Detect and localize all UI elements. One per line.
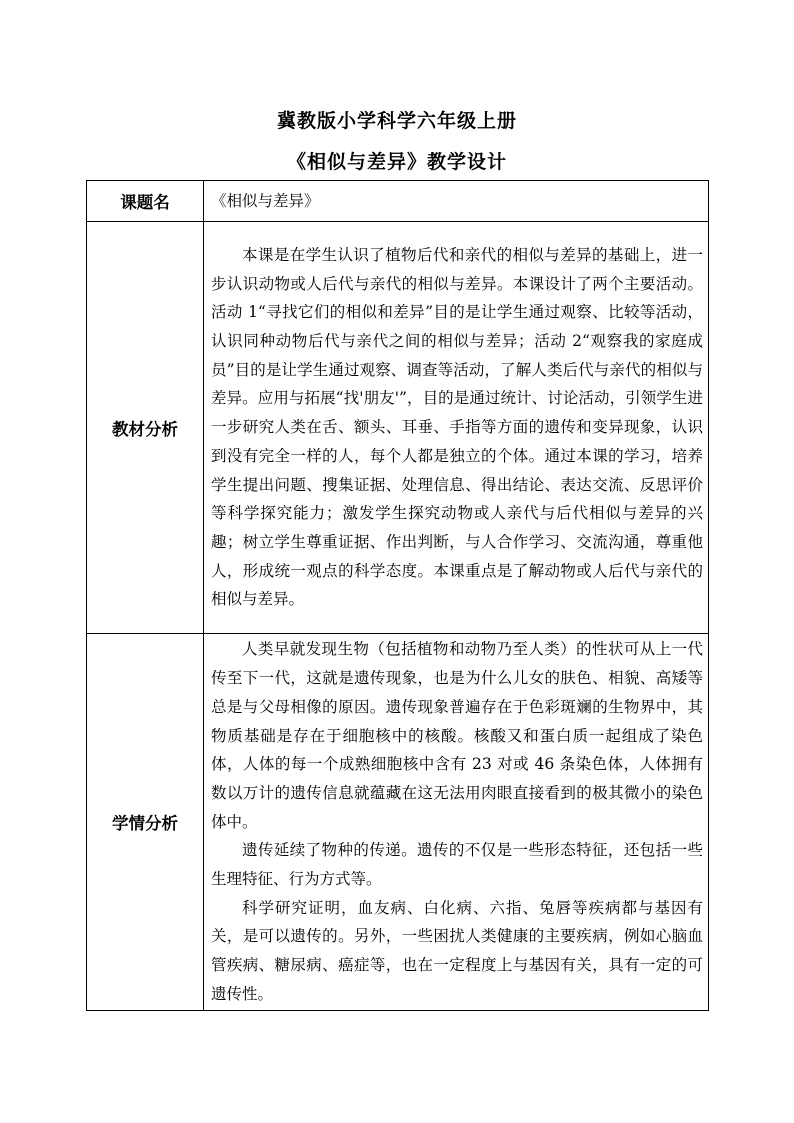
row-content-textbook-analysis	[204, 222, 709, 634]
textbook-analysis-paragraph: 本课是在学生认识了植物后代和亲代的相似与差异的基础上，进一步认识动物或人后代与亲代的相似与差异。本课设计了两个主要活动。活动 1“寻找它们的相似和差异”目的是让学生通过观察、比较等活动，认识同种动物后代与亲代之间的相似与差异；活动 2“观察我的家庭成员”目的是让学生通过观察、调查等活动，了解人类后代与亲代的相似与差异。应用与拓展“找'朋友'”，目的是通过统计、讨论活动，引领学生进一步研究人类在舌、额头、耳垂、手指等方面的遗传和变异现象，认识到没有完全一样的人，每个人都是独立的个体。通过本课的学习，培养学生提出问题、搜集证据、处理信息、得出结论、表达交流、反思评价等科学探究能力；激发学生探究动物或人亲代与后代相似与差异的兴趣；树立学生尊重证据、作出判断，与人合作学习、交流沟通，尊重他人，形成统一观点的科学态度。本课重点是了解动物或人后代与亲代的相似与差异。	[211, 245, 703, 609]
row-content-topic	[204, 181, 709, 222]
document-title: 冀教版小学科学六年级上册	[276, 110, 517, 132]
student-analysis-paragraph-2: 遗传延续了物种的传递。遗传的不仅是一些形态特征，还包括一些生理特征、行为方式等。	[211, 841, 703, 889]
student-analysis-paragraph-3: 科学研究证明，血友病、白化病、六指、兔唇等疾病都与基因有关，是可以遗传的。另外，一些困扰人类健康的主要疾病，例如心脑血管疾病、糖尿病、癌症等，也在一定程度上与基因有关，具有一定的可遗传性。	[211, 898, 703, 1003]
row-label-student-analysis: 学情分析	[87, 634, 204, 1011]
table-row-topic	[87, 181, 709, 222]
topic-name-text: 《相似与差异》	[211, 191, 320, 210]
lesson-design-table	[86, 180, 709, 1011]
table-row-student-analysis	[87, 634, 709, 1011]
student-analysis-paragraph-1: 人类早就发现生物（包括植物和动物乃至人类）的性状可从上一代传至下一代，这就是遗传现象，也是为什么儿女的肤色、相貌、高矮等总是与父母相像的原因。遗传现象普遍存在于色彩斑斓的生物界中，其物质基础是存在于细胞核中的核酸。核酸又和蛋白质一起组成了染色体，人体的每一个成熟细胞核中含有 23 对或 46 条染色体，人体拥有数以万计的遗传信息就蕴藏在这无法用肉眼直接看到的极其微小的染色体中。	[211, 640, 703, 831]
row-content-student-analysis	[204, 634, 709, 1011]
row-label-topic: 课题名	[87, 181, 204, 222]
document-subtitle: 《相似与差异》教学设计	[286, 151, 507, 173]
table-row-textbook-analysis	[87, 222, 709, 634]
row-label-textbook-analysis: 教材分析	[87, 222, 204, 634]
